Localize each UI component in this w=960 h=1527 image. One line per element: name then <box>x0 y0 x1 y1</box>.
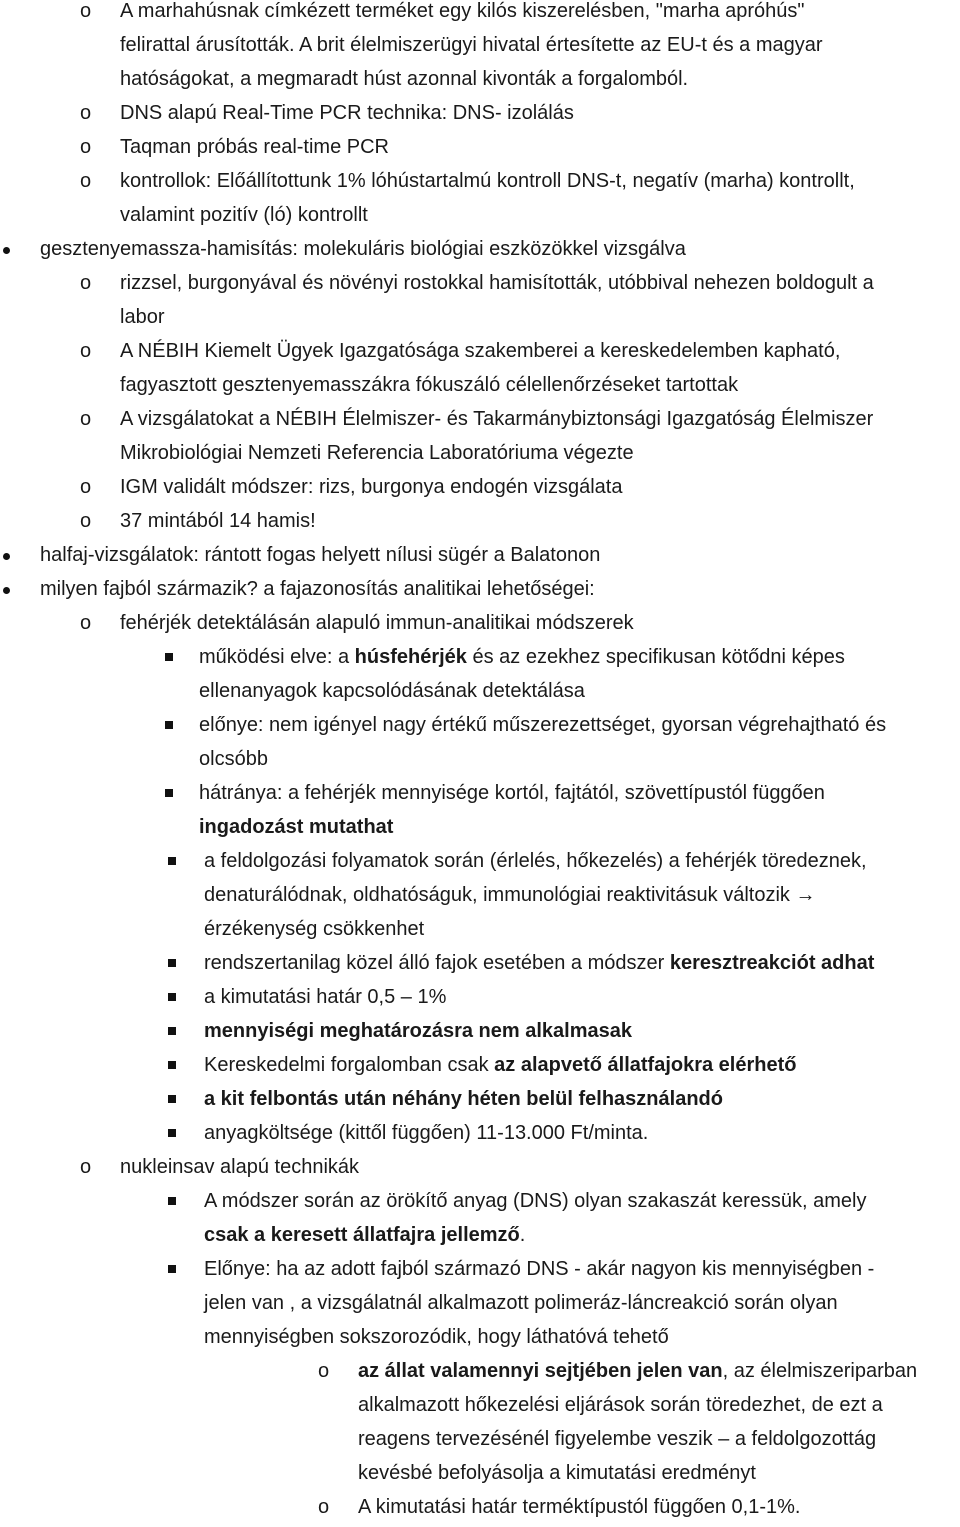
list-marker-circle: o <box>80 1156 92 1178</box>
bullet-square-icon <box>165 721 173 729</box>
text-line <box>199 780 825 806</box>
text-line <box>120 338 840 364</box>
text-segment: fagyasztott gesztenyemasszákra fókuszáló célellenőrzéseket tartottak <box>120 374 739 396</box>
text-segment: hátránya: a fehérjék mennyisége kortól, fajtától, szövettípustól függően <box>199 782 825 804</box>
text-segment: . <box>519 1224 526 1246</box>
text-segment: denaturálódnak, oldhatóságuk, immunológiai reaktivitásuk változik → <box>204 884 816 906</box>
bold-text: a kit felbontás után néhány héten belül felhasználandó <box>204 1088 723 1110</box>
text-segment: jelen van , a vizsgálatnál alkalmazott polimeráz-láncreakció során olyan <box>204 1292 838 1314</box>
bold-text: az alapvető állatfajokra elérhető <box>494 1054 797 1076</box>
text-line <box>120 508 316 534</box>
list-marker-circle: o <box>80 0 92 22</box>
text-line <box>204 1256 874 1282</box>
text-line <box>358 1494 800 1520</box>
text-segment: a kimutatási határ 0,5 – 1% <box>204 986 447 1008</box>
text-line <box>204 1324 669 1350</box>
text-segment: nukleinsav alapú technikák <box>120 1156 360 1178</box>
text-line <box>120 32 823 58</box>
text-segment: Taqman próbás real-time PCR <box>120 136 389 158</box>
text-line <box>204 984 446 1010</box>
text-segment: rizzsel, burgonyával és növényi rostokkal hamisították, utóbbival nehezen boldogult a <box>120 272 874 294</box>
text-segment: DNS alapú Real-Time PCR technika: DNS- izolálás <box>120 102 574 124</box>
text-segment: mennyiségben sokszorozódik, hogy láthatóvá tehető <box>204 1326 669 1348</box>
text-line <box>204 1222 525 1248</box>
text-segment: , az élelmiszeriparban <box>722 1360 918 1382</box>
text-line <box>199 712 886 738</box>
text-line <box>358 1460 756 1486</box>
bullet-dot-icon <box>3 553 10 560</box>
text-line <box>204 1086 723 1112</box>
list-marker-circle: o <box>318 1360 330 1382</box>
text-line <box>40 576 595 602</box>
bullet-square-icon <box>168 1197 176 1205</box>
text-line <box>204 1018 632 1044</box>
bullet-square-icon <box>168 1095 176 1103</box>
text-segment: hatóságokat, a megmaradt húst azonnal kivonták a forgalomból. <box>120 68 689 90</box>
text-line <box>204 1290 838 1316</box>
text-line <box>204 950 874 976</box>
text-line <box>40 542 600 568</box>
text-line <box>199 746 268 772</box>
text-segment: és az ezekhez specifikusan kötődni képes <box>466 646 845 668</box>
text-segment: A NÉBIH Kiemelt Ügyek Igazgatósága szakemberei a kereskedelemben kapható, <box>120 340 841 362</box>
text-line <box>120 406 873 432</box>
list-marker-circle: o <box>80 340 92 362</box>
text-segment: A vizsgálatokat a NÉBIH Élelmiszer- és Takarmánybiztonsági Igazgatóság Élelmiszer <box>120 408 874 430</box>
text-segment: A módszer során az örökítő anyag (DNS) olyan szakaszát keressük, amely <box>204 1190 867 1212</box>
bullet-square-icon <box>168 1129 176 1137</box>
text-segment: kontrollok: Előállítottunk 1% lóhústartalmú kontroll DNS-t, negatív (marha) kontrollt, <box>120 170 855 192</box>
text-segment: milyen fajból származik? a fajazonosítás analitikai lehetőségei: <box>40 578 595 600</box>
text-segment: ellenanyagok kapcsolódásának detektálása <box>199 680 585 702</box>
text-line <box>120 66 688 92</box>
text-line <box>120 134 389 160</box>
text-segment: IGM validált módszer: rizs, burgonya endogén vizsgálata <box>120 476 623 498</box>
text-line <box>199 814 393 840</box>
bullet-square-icon <box>168 959 176 967</box>
text-line <box>120 0 805 24</box>
text-segment: valamint pozitív (ló) kontrollt <box>120 204 368 226</box>
text-line <box>199 678 585 704</box>
text-line <box>120 202 368 228</box>
text-line <box>204 916 424 942</box>
text-segment: felirattal árusították. A brit élelmiszerügyi hivatal értesítette az EU-t és a magyar <box>120 34 823 56</box>
text-line <box>204 882 815 908</box>
bullet-square-icon <box>168 993 176 1001</box>
list-marker-circle: o <box>80 272 92 294</box>
text-segment: előnye: nem igényel nagy értékű műszerezettséget, gyorsan végrehajtható és <box>199 714 887 736</box>
list-marker-circle: o <box>80 612 92 634</box>
text-segment: érzékenység csökkenhet <box>204 918 425 940</box>
text-line <box>358 1392 883 1418</box>
list-marker-circle: o <box>318 1496 330 1518</box>
text-line <box>204 848 867 874</box>
list-marker-circle: o <box>80 102 92 124</box>
bold-text: csak a keresett állatfajra jellemző <box>204 1224 520 1246</box>
text-segment: működési elve: a <box>199 646 355 668</box>
list-marker-circle: o <box>80 476 92 498</box>
bullet-square-icon <box>165 789 173 797</box>
text-line <box>358 1358 917 1384</box>
text-segment: alkalmazott hőkezelési eljárások során töredezhet, de ezt a <box>358 1394 883 1416</box>
bullet-dot-icon <box>3 587 10 594</box>
bullet-square-icon <box>168 857 176 865</box>
text-segment: fehérjék detektálásán alapuló immun-analitikai módszerek <box>120 612 634 634</box>
text-line <box>120 168 855 194</box>
text-segment: anyagköltsége (kittől függően) 11-13.000 Ft/minta. <box>204 1122 649 1144</box>
text-segment: a feldolgozási folyamatok során (érlelés, hőkezelés) a fehérjék töredeznek, <box>204 850 867 872</box>
text-line <box>120 440 634 466</box>
text-line <box>120 372 738 398</box>
bullet-square-icon <box>165 653 173 661</box>
text-segment: gesztenyemassza-hamisítás: molekuláris biológiai eszközökkel vizsgálva <box>40 238 686 260</box>
text-segment: kevésbé befolyásolja a kimutatási eredményt <box>358 1462 756 1484</box>
text-segment: A marhahúsnak címkézett terméket egy kilós kiszerelésben, "marha apróhús" <box>120 0 805 22</box>
text-line <box>120 610 634 636</box>
text-segment: rendszertanilag közel álló fajok esetében a módszer <box>204 952 670 974</box>
text-line <box>120 100 574 126</box>
text-line <box>40 236 686 262</box>
text-line <box>204 1188 867 1214</box>
bullet-square-icon <box>168 1027 176 1035</box>
list-marker-circle: o <box>80 510 92 532</box>
text-line <box>120 1154 359 1180</box>
text-segment: labor <box>120 306 165 328</box>
bullet-square-icon <box>168 1265 176 1273</box>
list-marker-circle: o <box>80 170 92 192</box>
text-segment: reagens tervezésénél figyelembe veszik – a feldolgozottág <box>358 1428 877 1450</box>
text-segment: Kereskedelmi forgalomban csak <box>204 1054 495 1076</box>
list-marker-circle: o <box>80 136 92 158</box>
text-line <box>204 1052 796 1078</box>
text-line <box>120 474 622 500</box>
bold-text: ingadozást mutathat <box>199 816 394 838</box>
bullet-square-icon <box>168 1061 176 1069</box>
bullet-dot-icon <box>3 247 10 254</box>
bold-text: keresztreakciót adhat <box>669 952 875 974</box>
text-line <box>120 270 874 296</box>
list-marker-circle: o <box>80 408 92 430</box>
text-line <box>204 1120 648 1146</box>
bold-text: húsfehérjék <box>354 646 467 668</box>
text-segment: A kimutatási határ terméktípustól függően 0,1-1%. <box>358 1496 801 1518</box>
text-line <box>358 1426 876 1452</box>
bold-text: az állat valamennyi sejtjében jelen van <box>358 1360 723 1382</box>
bold-text: mennyiségi meghatározásra nem alkalmasak <box>204 1020 632 1042</box>
text-segment: Előnye: ha az adott fajból származó DNS - akár nagyon kis mennyiségben - <box>204 1258 875 1280</box>
text-segment: 37 mintából 14 hamis! <box>120 510 316 532</box>
text-line <box>120 304 164 330</box>
text-line <box>199 644 845 670</box>
text-segment: Mikrobiológiai Nemzeti Referencia Laboratóriuma végezte <box>120 442 634 464</box>
text-segment: olcsóbb <box>199 748 268 770</box>
text-segment: halfaj-vizsgálatok: rántott fogas helyett nílusi sügér a Balatonon <box>40 544 601 566</box>
